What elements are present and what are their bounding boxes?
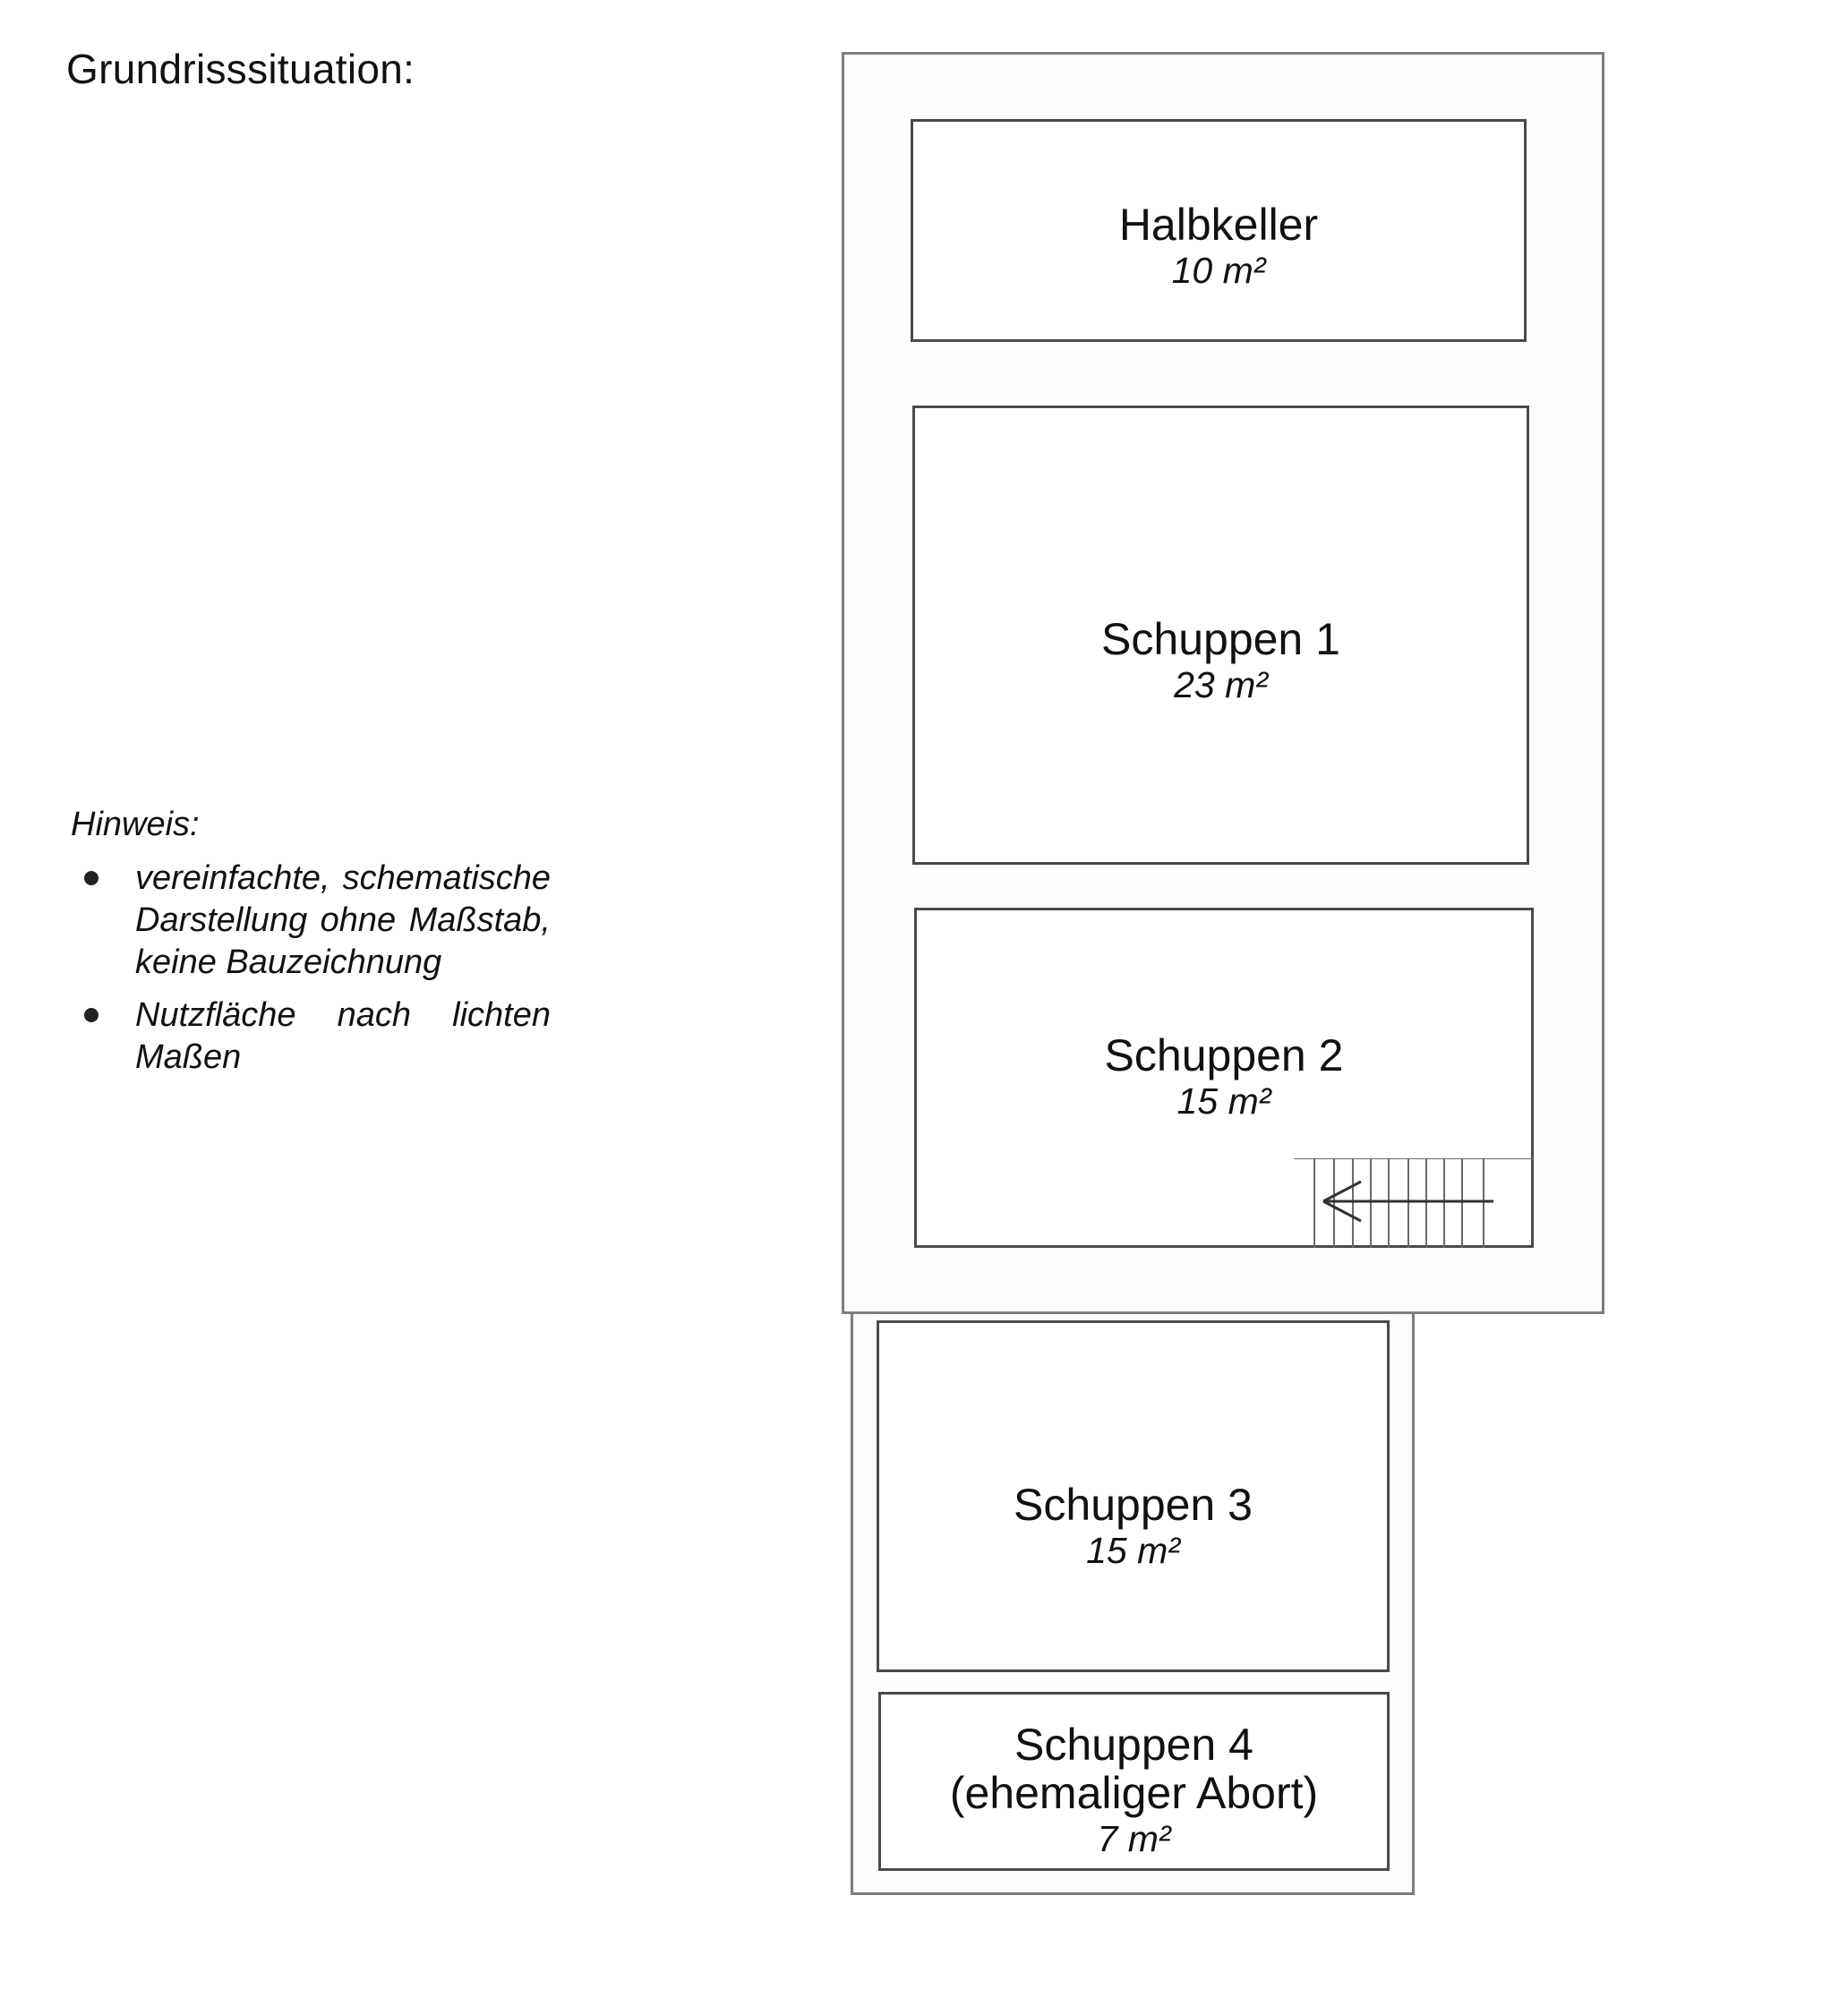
room-area: 23 m² <box>1174 664 1268 705</box>
room-schuppen-2 <box>914 908 1534 1248</box>
room-area: 7 m² <box>1097 1818 1171 1859</box>
bullet-icon <box>84 1008 98 1022</box>
note-item-text: Nutzfläche nach lichten Maßen <box>135 996 551 1076</box>
note-item <box>72 858 551 984</box>
note-list <box>72 858 551 1089</box>
stairs-arrow-left-icon <box>1294 1158 1534 1248</box>
room-area: 10 m² <box>1171 250 1266 291</box>
room-label <box>881 1720 1387 1860</box>
room-area: 15 m² <box>1086 1530 1180 1571</box>
room-label <box>915 615 1527 706</box>
note-item-text: vereinfachte, schematische Darstellung ohne Maßstab, keine Bauzeichnung <box>135 859 551 981</box>
room-schuppen-3 <box>877 1320 1390 1672</box>
note-item <box>72 995 551 1079</box>
room-label <box>917 1031 1531 1123</box>
room-subtitle: (ehemaliger Abort) <box>949 1768 1319 1818</box>
room-halbkeller <box>911 119 1527 342</box>
room-schuppen-1 <box>912 406 1529 865</box>
room-name: Schuppen 1 <box>1101 614 1340 664</box>
room-name: Schuppen 3 <box>1014 1480 1253 1530</box>
room-label <box>879 1481 1387 1572</box>
note-title: Hinweis: <box>71 806 200 843</box>
room-name: Schuppen 4 <box>1014 1720 1253 1770</box>
room-schuppen-4 <box>878 1692 1390 1871</box>
room-area: 15 m² <box>1176 1080 1271 1122</box>
bullet-icon <box>84 871 98 885</box>
room-label <box>913 201 1524 292</box>
page-heading: Grundrisssituation: <box>66 46 415 92</box>
room-name: Schuppen 2 <box>1104 1030 1344 1080</box>
room-name: Halbkeller <box>1118 200 1319 250</box>
